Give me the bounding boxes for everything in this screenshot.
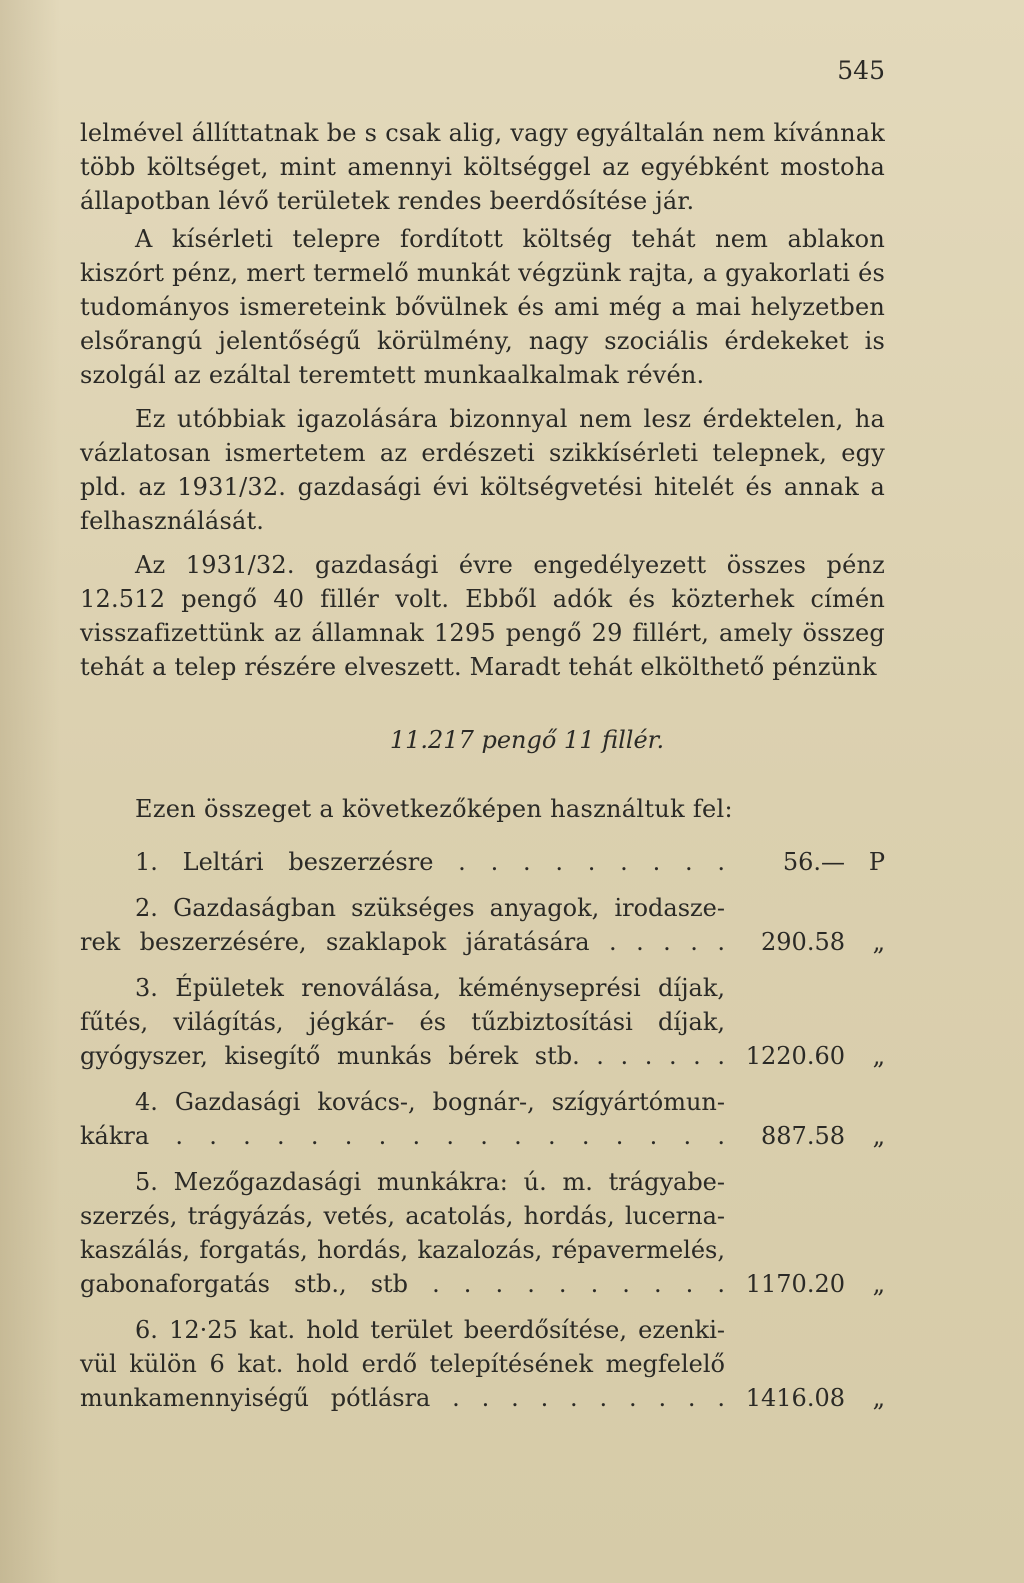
item-description: 3. Épületek renoválása, kéményseprési díjak, fűtés, világítás, jégkár- és tűzbiztosítási díjak, gyógyszer, kisegítő munkás bérek stb. . . . . . . xyxy=(80,974,725,1070)
item-amount: 1416.08 xyxy=(745,1384,845,1412)
item-unit: „ xyxy=(872,1384,885,1412)
item-description: 1. Leltári beszerzésre . . . . . . . . . xyxy=(135,848,725,876)
list-item xyxy=(80,891,890,959)
item-amount: 1170.20 xyxy=(745,1270,845,1298)
item-unit: „ xyxy=(872,928,885,956)
item-amount: 290.58 xyxy=(761,928,845,956)
paragraph: Ez utóbbiak igazolására bizonnyal nem lesz érdektelen, ha vázlatosan ismertetem az erdészeti szikkísérleti telepnek, egy pld. az 1931/32. gazdasági évi költségvetési hitelét és annak a felhasználását. xyxy=(80,405,885,535)
item-description: 4. Gazdasági kovács-, bognár-, szígyártómunkákra . . . . . . . . . . . . . . . . . xyxy=(80,1088,725,1150)
paragraph: lelmével állíttatnak be s csak alig, vagy egyáltalán nem kívánnak több költséget, mint amennyi költséggel az egyébként mostoha állapotban lévő területek rendes beerdősítése jár. xyxy=(80,119,885,215)
item-unit: „ xyxy=(872,1122,885,1150)
item-amount: 1220.60 xyxy=(745,1042,845,1070)
list-item xyxy=(80,971,890,1073)
list-item xyxy=(80,1313,890,1415)
expense-list xyxy=(80,845,890,1427)
paragraph: A kísérleti telepre fordított költség tehát nem ablakon kiszórt pénz, mert termelő munkát végzünk rajta, a gyakorlati és tudományos ismereteink bővülnek és ami még a mai helyzetben elsőrangú jelentőségű körülmény, nagy szociális érdekeket is szolgál az ezáltal teremtett munkaalkalmak révén. xyxy=(80,225,885,389)
item-description: 6. 12·25 kat. hold terület beerdősítése, ezenkivül külön 6 kat. hold erdő telepítésének megfelelő munkamennyiségű pótlásra . . . . . . . . . . xyxy=(80,1316,725,1412)
item-amount: 56.— xyxy=(782,848,845,876)
item-unit: „ xyxy=(872,1042,885,1070)
item-description: 2. Gazdaságban szükséges anyagok, irodaszerek beszerzésére, szaklapok járatására . . . . . xyxy=(80,894,725,956)
item-amount: 887.58 xyxy=(761,1122,845,1150)
remaining-amount: 11.217 pengő 11 fillér. xyxy=(389,726,665,754)
body-text xyxy=(80,116,885,694)
item-unit: „ xyxy=(872,1270,885,1298)
item-description: 5. Mezőgazdasági munkákra: ú. m. trágyabeszerzés, trágyázás, vetés, acatolás, hordás, lucernakaszálás, forgatás, hordás, kazalozás, répavermelés, gabonaforgatás stb., stb . . . . . . . . . . xyxy=(80,1168,725,1298)
item-unit: P xyxy=(868,848,885,876)
list-intro: Ezen összeget a következőképen használtuk fel: xyxy=(135,795,733,823)
page-number: 545 xyxy=(837,56,885,85)
list-item xyxy=(80,1165,890,1301)
list-item xyxy=(80,1085,890,1153)
paragraph: Az 1931/32. gazdasági évre engedélyezett összes pénz 12.512 pengő 40 fillér volt. Ebből adók és közterhek címén visszafizettünk az államnak 1295 pengő 29 fillért, amely összeg tehát a telep részére elveszett. Maradt tehát elkölthető pénzünk xyxy=(80,551,885,681)
list-item xyxy=(80,845,890,879)
